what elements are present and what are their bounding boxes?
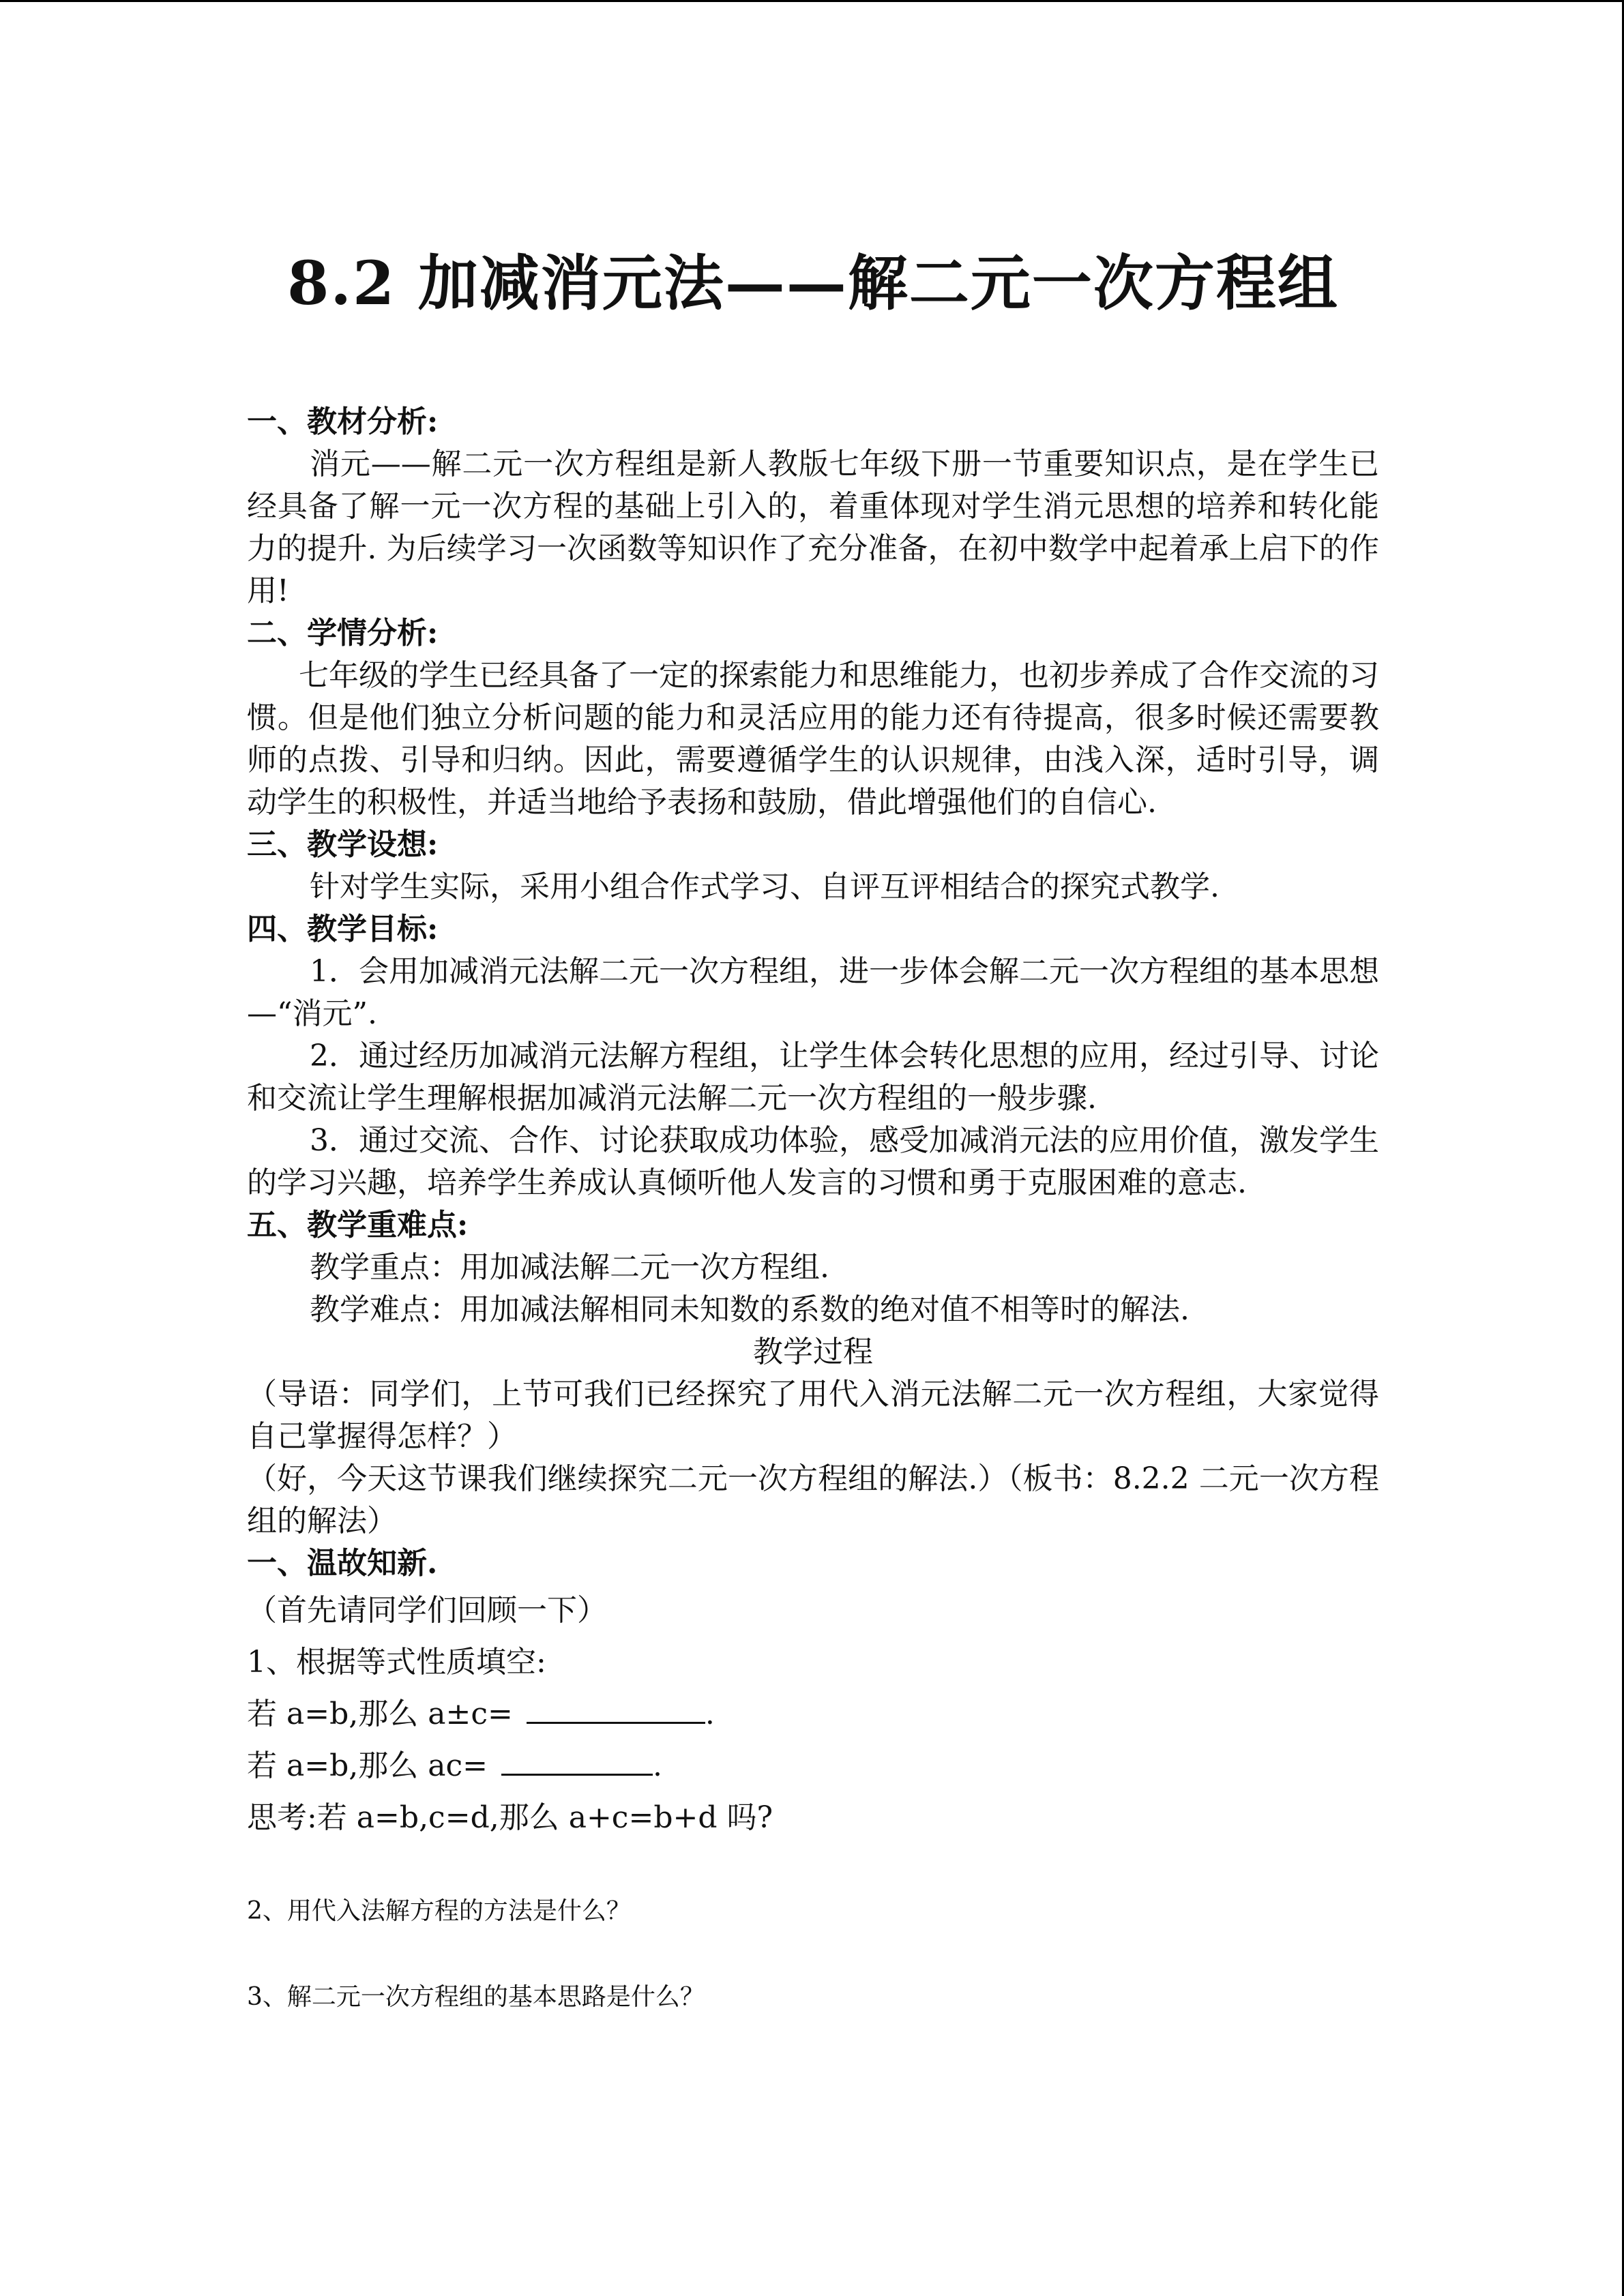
review-prompt: （首先请同学们回顾一下） bbox=[247, 1593, 607, 1628]
goal-item: 3．通过交流、合作、讨论获取成功体验，感受加减消元法的应用价值，激发学生的学习兴趣，培养学生养成认真倾听他人发言的习惯和勇于克服困难的意志. bbox=[247, 1123, 1379, 1200]
section-heading-textbook-analysis: 一、教材分析: bbox=[247, 404, 439, 439]
review-heading: 一、温故知新. bbox=[247, 1546, 438, 1581]
section-body-textbook-analysis: 消元——解二元一次方程组是新人教版七年级下册一节重要知识点，是在学生已经具备了解一元一次方程的基础上引入的，着重体现对学生消元思想的培养和转化能力的提升. 为后续学习一次函数等知识作了充分准备，在初中数学中起着承上启下的作用! bbox=[247, 447, 1379, 608]
question-1: 1、根据等式性质填空: bbox=[247, 1645, 546, 1680]
section-heading-key-difficult: 五、教学重难点: bbox=[247, 1208, 469, 1242]
goal-item: 2．通过经历加减消元法解方程组，让学生体会转化思想的应用，经过引导、讨论和交流让学生理解根据加减消元法解二元一次方程组的一般步骤. bbox=[247, 1039, 1379, 1116]
section-heading-student-analysis: 二、学情分析: bbox=[247, 616, 439, 651]
document-title: 8.2 加减消元法——解二元一次方程组 bbox=[287, 248, 1339, 318]
difficult-point-text: 教学难点：用加减法解相同未知数的系数的绝对值不相等时的解法. bbox=[310, 1292, 1190, 1327]
goal-item: 1．会用加减消元法解二元一次方程组，进一步体会解二元一次方程组的基本思想—“消元”. bbox=[247, 954, 1379, 1031]
fill-blank-row-1 bbox=[247, 1688, 1379, 1740]
section-heading-teaching-goals: 四、教学目标: bbox=[247, 912, 439, 946]
fill-blank-period: . bbox=[705, 1697, 715, 1731]
process-intro-2: （好，今天这节课我们继续探究二元一次方程组的解法.）（板书：8.2.2 二元一次方程组的解法） bbox=[247, 1461, 1379, 1538]
question-3: 3、解二元一次方程组的基本思路是什么？ bbox=[247, 1983, 705, 2011]
question-2: 2、用代入法解方程的方法是什么？ bbox=[247, 1897, 631, 1925]
fill-blank-label: 若 a=b,那么 ac= bbox=[247, 1748, 488, 1783]
fill-blank-line[interactable] bbox=[527, 1692, 705, 1724]
key-point-text: 教学重点：用加减法解二元一次方程组. bbox=[310, 1250, 829, 1285]
fill-blank-row-2 bbox=[247, 1740, 1379, 1792]
section-heading-teaching-idea: 三、教学设想: bbox=[247, 827, 439, 862]
fill-blank-line[interactable] bbox=[501, 1744, 653, 1776]
process-intro-1: （导语：同学们，上节可我们已经探究了用代入消元法解二元一次方程组，大家觉得自己掌握得怎样？） bbox=[247, 1377, 1379, 1454]
document-body bbox=[247, 245, 1379, 2016]
fill-blank-period: . bbox=[652, 1748, 662, 1783]
think-question: 思考:若 a=b,c=d,那么 a+c=b+d 吗? bbox=[247, 1800, 773, 1835]
section-body-student-analysis: 七年级的学生已经具备了一定的探索能力和思维能力，也初步养成了合作交流的习惯。但是他们独立分析问题的能力和灵活应用的能力还有待提高，很多时候还需要教师的点拨、引导和归纳。因此，需要遵循学生的认识规律，由浅入深，适时引导，调动学生的积极性，并适当地给予表扬和鼓励，借此增强他们的自信心. bbox=[247, 658, 1379, 820]
process-title: 教学过程 bbox=[753, 1335, 873, 1369]
fill-blank-label: 若 a=b,那么 a±c= bbox=[247, 1697, 513, 1731]
section-body-teaching-idea: 针对学生实际，采用小组合作式学习、自评互评相结合的探究式教学. bbox=[310, 869, 1220, 904]
